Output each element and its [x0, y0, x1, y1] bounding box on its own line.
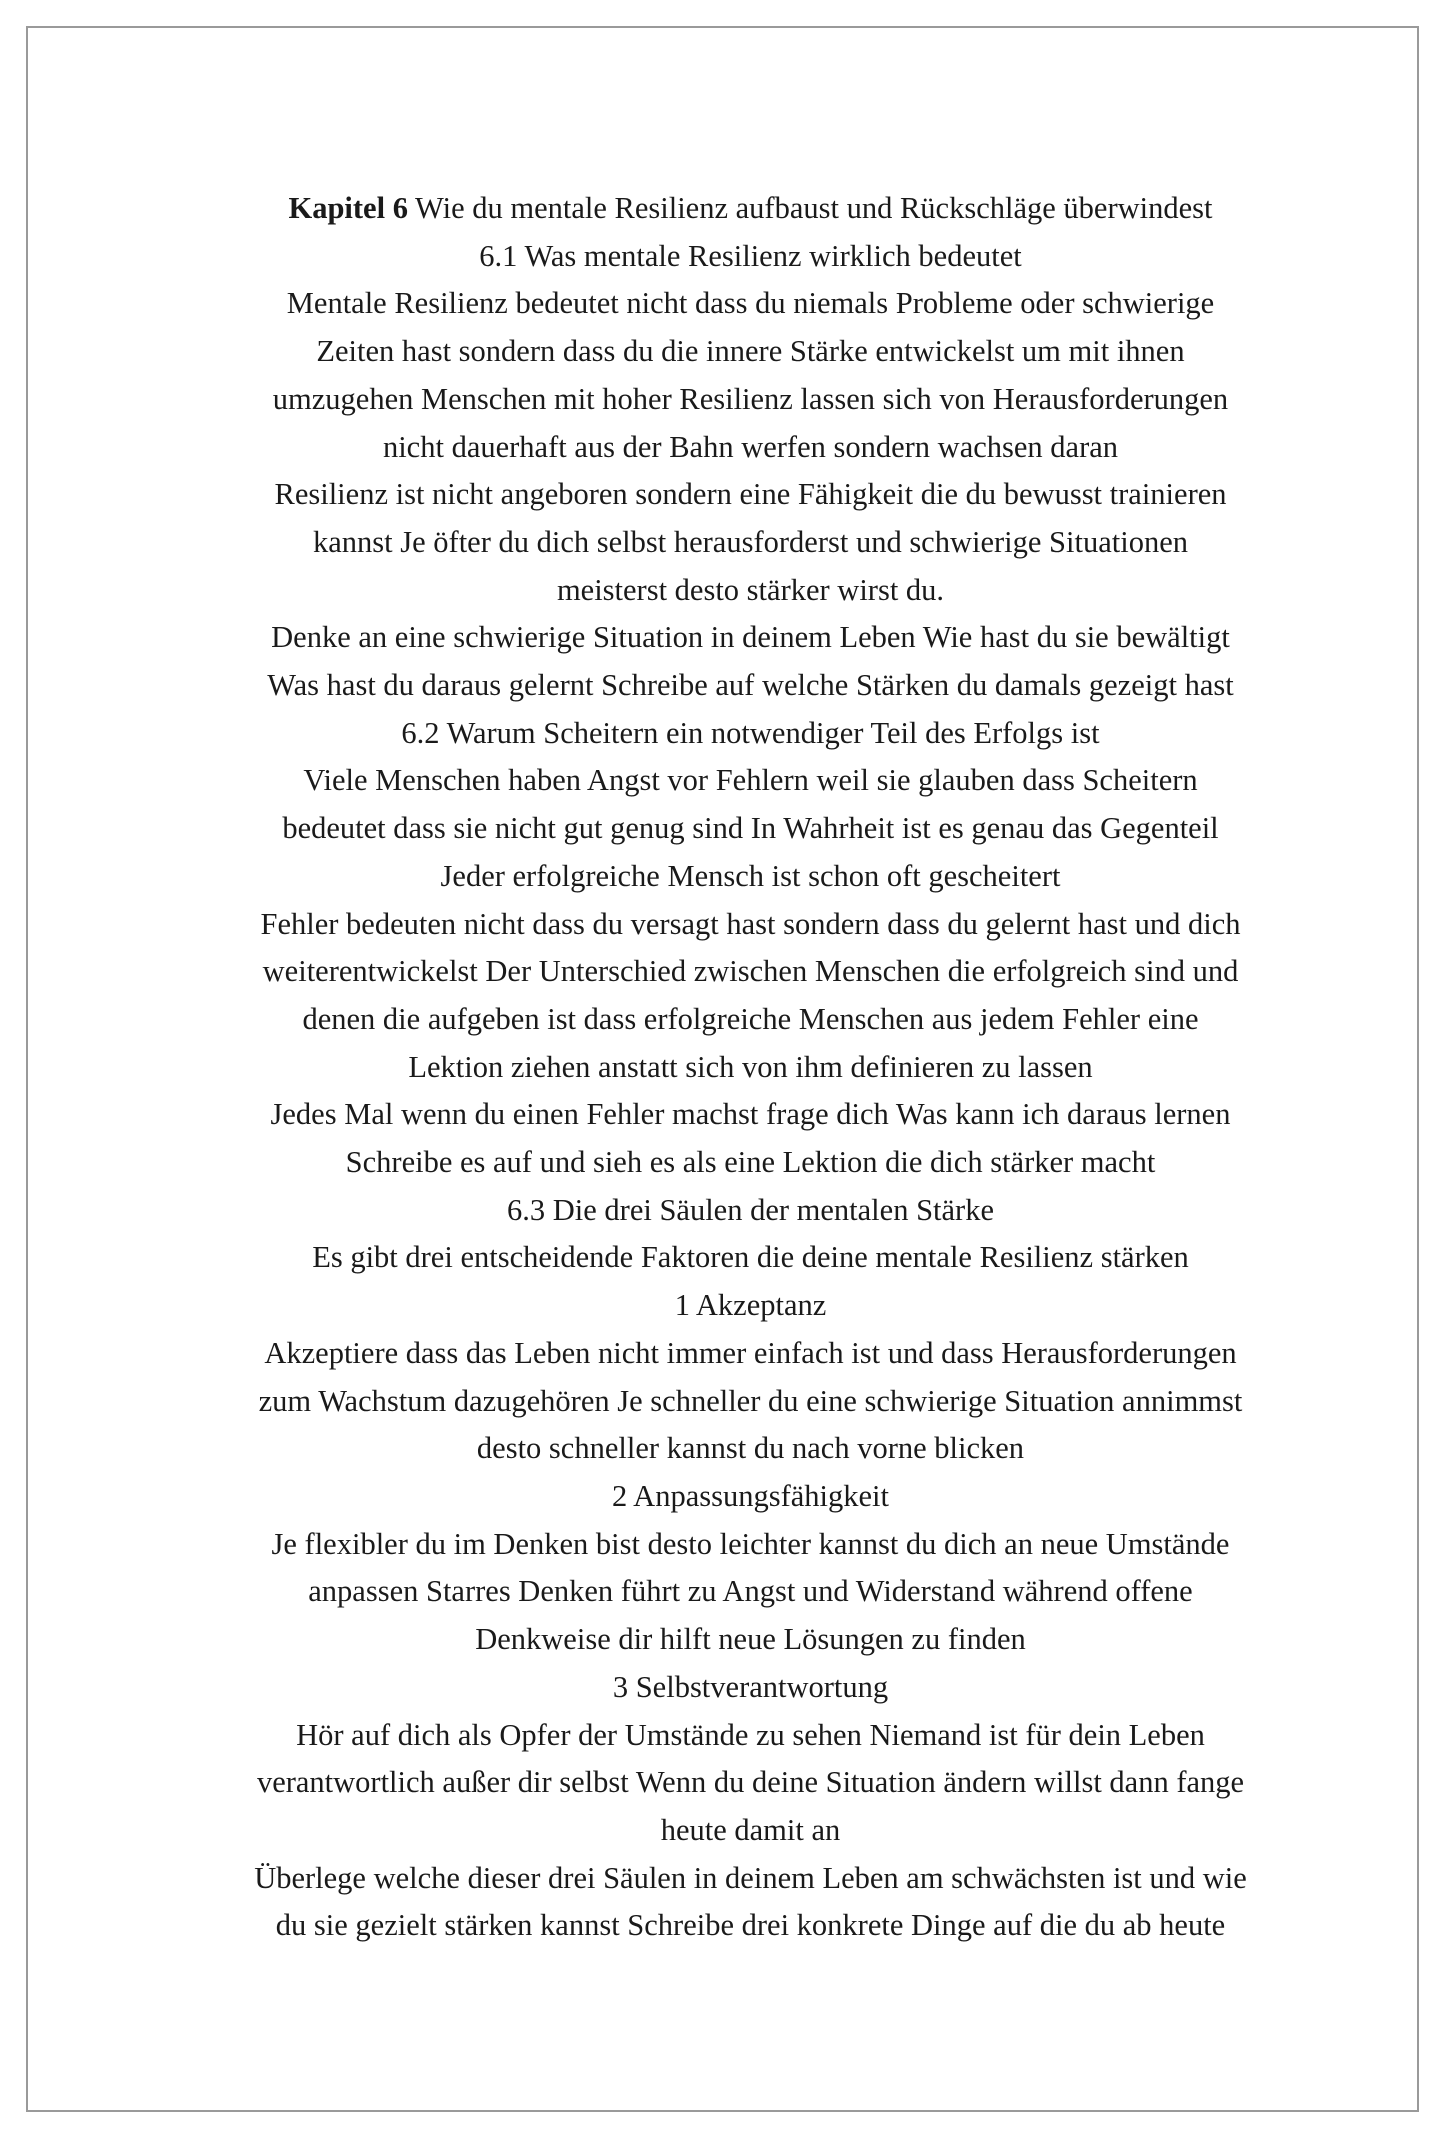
text-line: Mentale Resilienz bedeutet nicht dass du niemals Probleme oder schwierige: [286, 286, 1215, 321]
text-line: Schreibe es auf und sieh es als eine Lektion die dich stärker macht: [345, 1145, 1156, 1180]
text-line: Je flexibler du im Denken bist desto leichter kannst du dich an neue Umstände: [271, 1526, 1230, 1561]
text-line: Hör auf dich als Opfer der Umstände zu sehen Niemand ist für dein Leben: [296, 1717, 1205, 1752]
page-body-text: [148, 185, 1353, 1950]
section-heading-6-3: 6.3 Die drei Säulen der mentalen Stärke: [507, 1192, 994, 1227]
text-line: Was hast du daraus gelernt Schreibe auf welche Stärken du damals gezeigt hast: [267, 668, 1234, 703]
text-line: umzugehen Menschen mit hoher Resilienz lassen sich von Herausforderungen: [272, 381, 1229, 416]
text-line: kannst Je öfter du dich selbst herausforderst und schwierige Situationen: [313, 524, 1188, 559]
page-frame: [26, 26, 1419, 2112]
text-line: anpassen Starres Denken führt zu Angst und Widerstand während offene: [308, 1574, 1193, 1609]
text-line: Denke an eine schwierige Situation in deinem Leben Wie hast du sie bewältigt: [271, 620, 1230, 655]
list-heading-anpassungsfaehigkeit: 2 Anpassungsfähigkeit: [611, 1478, 890, 1513]
text-line: heute damit an: [660, 1812, 841, 1847]
text-line: Viele Menschen haben Angst vor Fehlern weil sie glauben dass Scheitern: [303, 763, 1198, 798]
text-line: weiterentwickelst Der Unterschied zwischen Menschen die erfolgreich sind und: [262, 954, 1239, 989]
section-heading-6-2: 6.2 Warum Scheitern ein notwendiger Teil des Erfolgs ist: [401, 715, 1100, 750]
text-line: desto schneller kannst du nach vorne blicken: [476, 1431, 1025, 1466]
text-line: Fehler bedeuten nicht dass du versagt hast sondern dass du gelernt hast und dich: [260, 906, 1241, 941]
text-line: Resilienz ist nicht angeboren sondern eine Fähigkeit die du bewusst trainieren: [274, 477, 1227, 512]
list-heading-selbstverantwortung: 3 Selbstverantwortung: [612, 1669, 889, 1704]
chapter-heading: [148, 185, 1353, 233]
text-line: Zeiten hast sondern dass du die innere Stärke entwickelst um mit ihnen: [316, 334, 1185, 369]
chapter-label: Kapitel 6: [288, 191, 408, 225]
chapter-title: Wie du mentale Resilienz aufbaust und Rückschläge überwindest: [407, 191, 1213, 225]
text-line: Jedes Mal wenn du einen Fehler machst frage dich Was kann ich daraus lernen: [270, 1097, 1231, 1132]
text-line: Jeder erfolgreiche Mensch ist schon oft gescheitert: [440, 858, 1061, 893]
list-heading-akzeptanz: 1 Akzeptanz: [674, 1288, 827, 1323]
text-line: Lektion ziehen anstatt sich von ihm definieren zu lassen: [408, 1049, 1093, 1084]
text-line: Überlege welche dieser drei Säulen in deinem Leben am schwächsten ist und wie: [254, 1860, 1247, 1895]
text-line: Akzeptiere dass das Leben nicht immer einfach ist und dass Herausforderungen: [264, 1335, 1237, 1370]
text-line: zum Wachstum dazugehören Je schneller du eine schwierige Situation annimmst: [258, 1383, 1243, 1418]
text-line: du sie gezielt stärken kannst Schreibe drei konkrete Dinge auf die du ab heute: [275, 1908, 1226, 1943]
text-line: denen die aufgeben ist dass erfolgreiche Menschen aus jedem Fehler eine: [302, 1001, 1199, 1036]
text-line: Es gibt drei entscheidende Faktoren die deine mentale Resilienz stärken: [312, 1240, 1189, 1275]
text-line: Denkweise dir hilft neue Lösungen zu finden: [475, 1622, 1026, 1657]
text-line: verantwortlich außer dir selbst Wenn du deine Situation ändern willst dann fange: [256, 1765, 1245, 1800]
section-heading-6-1: 6.1 Was mentale Resilienz wirklich bedeutet: [479, 238, 1022, 273]
text-line: bedeutet dass sie nicht gut genug sind In Wahrheit ist es genau das Gegenteil: [282, 811, 1219, 846]
text-line: meisterst desto stärker wirst du.: [556, 572, 945, 607]
text-line: nicht dauerhaft aus der Bahn werfen sondern wachsen daran: [382, 429, 1119, 464]
